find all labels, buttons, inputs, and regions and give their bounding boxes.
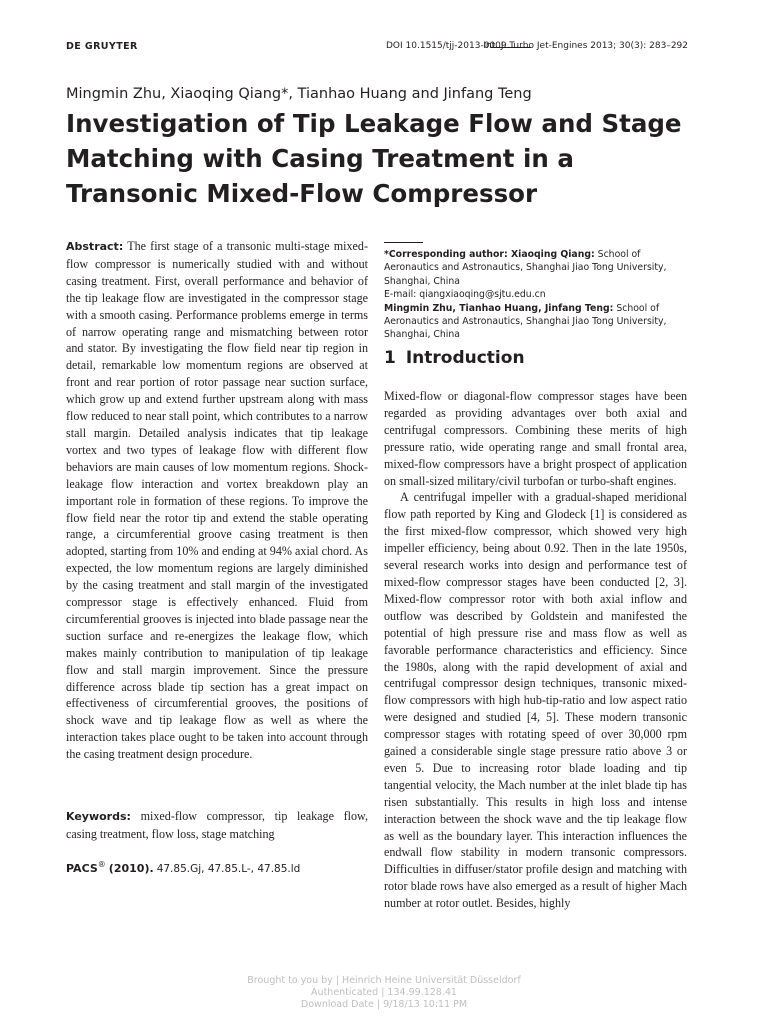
download-stamp <box>0 975 768 1011</box>
coauthors-label: Mingmin Zhu, Tianhao Huang, Jinfang Teng: <box>384 302 614 314</box>
footnote-divider <box>384 242 423 243</box>
doi-link[interactable]: DOI 10.1515/tjj-2013-0009 <box>386 41 507 51</box>
abstract-label: Abstract: <box>66 240 124 253</box>
introduction-body <box>384 388 687 912</box>
corresponding-author-email[interactable]: E-mail: qiangxiaoqing@sjtu.edu.cn <box>384 289 546 301</box>
stamp-line: Authenticated | 134.99.128.41 <box>311 987 457 998</box>
keywords-text: mixed-flow compressor, tip leakage flow, casing treatment, flow loss, stage matching <box>66 809 368 841</box>
corresponding-author-label: *Corresponding author: Xiaoqing Qiang: <box>384 249 595 260</box>
pacs-year: (2010). <box>108 862 154 876</box>
corresponding-author-note <box>384 248 694 288</box>
publisher-name: DE GRUYTER <box>66 41 138 52</box>
coauthors-affiliation: School of Aeronautics and Astronautics, Shanghai Jiao Tong University, Shanghai, China <box>384 302 667 341</box>
author-footnotes <box>384 248 694 342</box>
section-title: Introduction <box>405 348 525 368</box>
stamp-line: Download Date | 9/18/13 10:11 PM <box>300 999 468 1010</box>
paper-title: Investigation of Tip Leakage Flow and Stage Matching with Casing Treatment in a Transonic Mixed-Flow Compressor <box>66 109 682 208</box>
pacs-text: 47.85.Gj, 47.85.L-, 47.85.ld <box>156 863 301 876</box>
keywords <box>66 808 368 843</box>
corresponding-author-affiliation: School of Aeronautics and Astronautics, Shanghai Jiao Tong University, Shanghai, China <box>384 249 667 287</box>
introduction-paragraph: Mixed-flow or diagonal-flow compressor stages have been regarded as providing advantages over both axial and centrifugal compressors. Combining these merits of high pressure ratio, wide operating range and small frontal area, mixed-flow compressors have a bright prospect of application on small-sized military/civil turbofan or turbo-shaft engines. <box>384 389 687 488</box>
pacs-codes <box>66 857 368 878</box>
stamp-line: Brought to you by | Heinrich Heine Universität Düsseldorf <box>247 975 521 986</box>
pacs-label: PACS <box>66 862 98 876</box>
page-header <box>66 41 688 55</box>
section-heading-introduction <box>384 348 525 368</box>
introduction-paragraph: A centrifugal impeller with a gradual-shaped meridional flow path reported by King and Glodeck [1] is considered as the first mixed-flow compressor, which showed very high impeller efficiency, being about 0.92. Then in the late 1950s, several research works into design and performance test of mixed-flow compressor stages have been conducted [2, 3]. Mixed-flow compressor rotor with both axial inflow and outflow was described by Goldstein and manifested the potential of high pressure rise and mass flow as well as favorable performance characteristics and efficiency. Since the 1980s, along with the rapid development of axial and centrifugal compressor design techniques, transonic mixed-flow compressors with high hub-tip-ratio and low aspect ratio were designed and studied [4, 5]. These modern transonic compressor stages with rotating speed of over 30,000 rpm gained a considerable single stage pressure ratio above 3 or even 5. Due to increasing rotor blade loading and tip tangential velocity, the Mach number at the inlet blade tip has risen substantially. This results in high loss and intense interaction between the shock wave and the tip leakage flow as well as the boundary layer. This interaction influences the endwall flow stability in modern transonic compressors. Difficulties in diffuser/stator profile design and matching with rotor blade rows have also emerged as a result of higher Mach number at rotor outlet. Besides, highly <box>384 490 687 911</box>
abstract <box>66 238 368 763</box>
keywords-label: Keywords: <box>66 810 131 823</box>
pacs-registered-mark: ® <box>97 860 106 869</box>
journal-citation: Int. J. Turbo Jet-Engines 2013; 30(3): 283–292 <box>483 41 688 51</box>
section-number: 1 <box>384 348 396 368</box>
author-list: Mingmin Zhu, Xiaoqing Qiang*, Tianhao Huang and Jinfang Teng <box>66 86 532 102</box>
coauthors-note <box>384 302 694 342</box>
abstract-text: The first stage of a transonic multi-stage mixed-flow compressor is numerically studied with and without casing treatment. First, overall performance and behavior of the tip leakage flow are investigated in the compressor stage with a smooth casing. Performance problems emerge in terms of narrow operating range and mismatching between rotor and stator. By investigating the flow field near tip region in detail, remarkable low momentum regions are observed at front and rear portion of rotor passage near suction surface, which grow up and extend further upstream along with mass flow reduced to near stall point, which contributes to a narrow stall margin. Detailed analysis indicates that tip leakage vortex and two types of leakage flow with different flow behaviors are main causes of low momentum regions. Shock-leakage flow interaction and vortex breakdown play an important role in formation of these regions. To improve the flow field near the rotor tip and extend the stable operating range, a circumferential groove casing treatment is then adopted, starting from 10% and ending at 94% axial chord. As expected, the low momentum regions are largely diminished by the casing treatment and stall margin of the investigated compressor stage is effectively enhanced. Fluid from circumferential grooves is injected into blade passage near the suction surface and re-energizes the leakage flow, which makes mainly contribution to manipulation of tip leakage flow and stall margin improvement. Since the pressure difference across blade tip section has a great impact on effectiveness of circumferential grooves, the positions of shock wave and tip leakage flow as well as where the interaction takes place ought to be taken into account through the casing treatment design procedure. <box>66 239 369 762</box>
